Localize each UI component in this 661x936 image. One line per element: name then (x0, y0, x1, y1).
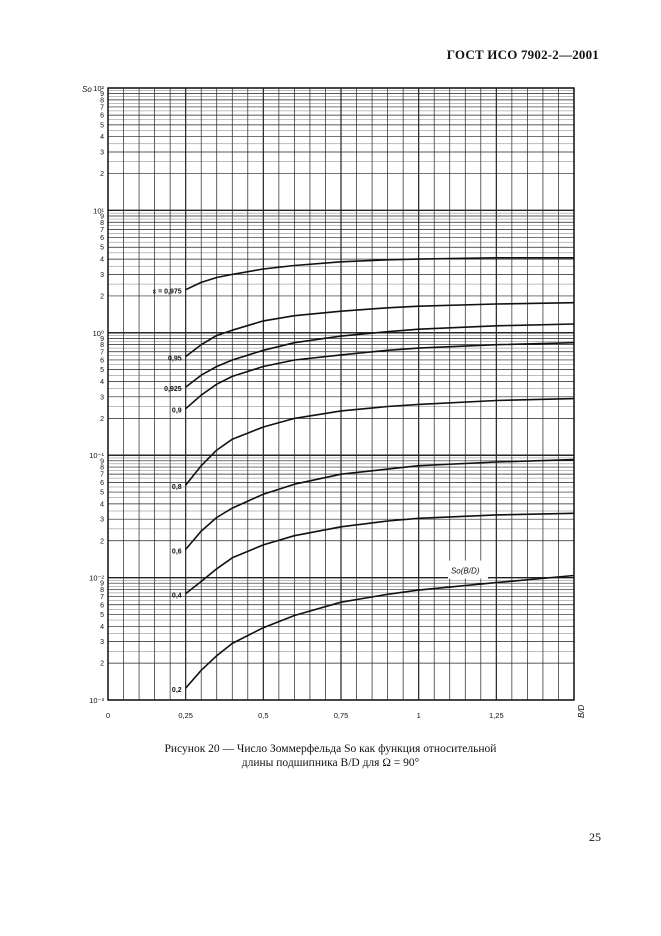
y-axis-label: So (82, 85, 92, 94)
y-minor-label: 7 (100, 349, 104, 357)
y-minor-label: 6 (100, 602, 104, 610)
y-minor-label: 6 (100, 357, 104, 365)
y-minor-label: 2 (100, 538, 104, 546)
y-minor-label: 4 (100, 256, 104, 264)
series-label: 0,8 (171, 484, 182, 492)
y-minor-label: 5 (100, 244, 104, 252)
y-minor-label: 8 (100, 219, 104, 227)
y-minor-label: 9 (100, 213, 104, 221)
y-minor-label: 5 (100, 122, 104, 130)
curve-annotation: So(B/D) (450, 566, 480, 576)
y-minor-label: 7 (100, 471, 104, 479)
y-minor-label: 7 (100, 226, 104, 234)
x-tick-label: 0 (105, 711, 111, 720)
x-tick-label: 0,75 (333, 711, 349, 720)
y-minor-label: 3 (100, 516, 104, 524)
y-minor-label: 3 (100, 394, 104, 402)
x-tick-label: 0,25 (178, 711, 193, 720)
series-line (186, 303, 574, 357)
x-tick-label: 0,5 (258, 711, 269, 720)
y-minor-label: 9 (100, 91, 104, 99)
figure-caption-line-2: длины подшипника B/D для Ω = 90° (241, 757, 420, 769)
series-label: 0,2 (171, 687, 182, 695)
y-minor-label: 4 (100, 501, 104, 509)
y-minor-label: 5 (100, 611, 104, 619)
series-line (186, 343, 574, 409)
y-minor-label: 9 (100, 580, 104, 588)
y-minor-label: 6 (100, 235, 104, 243)
y-minor-label: 7 (100, 104, 104, 112)
series-line (186, 258, 574, 290)
series-label: 0,4 (171, 592, 182, 600)
series-label: 0,6 (171, 548, 182, 556)
series-line (186, 460, 574, 550)
y-minor-label: 4 (100, 379, 104, 387)
chart-series (186, 258, 574, 688)
y-minor-label: 9 (100, 335, 104, 343)
y-minor-label: 2 (100, 660, 104, 668)
y-minor-label: 8 (100, 342, 104, 350)
series-line (186, 399, 574, 486)
y-minor-label: 2 (100, 415, 104, 423)
y-minor-label: 2 (100, 171, 104, 179)
y-decade-label: 10¹ (93, 206, 104, 216)
y-minor-label: 7 (100, 594, 104, 602)
series-label: ε = 0,975 (152, 288, 182, 296)
series-label: 0,95 (168, 355, 182, 363)
y-minor-label: 3 (100, 149, 104, 157)
page-number: 25 (589, 830, 601, 844)
y-minor-label: 4 (100, 134, 104, 142)
chart-grid (108, 88, 574, 700)
chart-labels (82, 84, 586, 720)
x-axis-label: B/D (577, 704, 586, 718)
y-minor-label: 8 (100, 97, 104, 105)
y-minor-label: 4 (100, 623, 104, 631)
y-minor-label: 5 (100, 367, 104, 375)
y-minor-label: 3 (100, 271, 104, 279)
y-decade-label: 10⁰ (92, 328, 104, 338)
y-minor-label: 6 (100, 112, 104, 120)
series-label: 0,9 (171, 407, 182, 415)
document-header: ГОСТ ИСО 7902-2—2001 (446, 47, 599, 62)
series-label: 0,925 (164, 386, 182, 394)
x-tick-label: 1,25 (489, 711, 504, 720)
y-minor-label: 9 (100, 458, 104, 466)
y-decade-label: 10² (93, 84, 104, 93)
y-minor-label: 6 (100, 479, 104, 487)
y-decade-label: 10⁻² (89, 573, 104, 583)
x-tick-label: 1 (416, 711, 421, 720)
figure-caption-line-1: Рисунок 20 — Число Зоммерфельда So как функция относительной (164, 743, 497, 755)
y-minor-label: 2 (100, 293, 104, 301)
series-line (186, 576, 574, 689)
y-minor-label: 3 (100, 639, 104, 647)
y-minor-label: 5 (100, 489, 104, 497)
y-minor-label: 8 (100, 464, 104, 472)
y-decade-label: 10⁻¹ (89, 451, 104, 461)
y-decade-label: 10⁻³ (89, 696, 104, 705)
y-minor-label: 8 (100, 586, 104, 594)
